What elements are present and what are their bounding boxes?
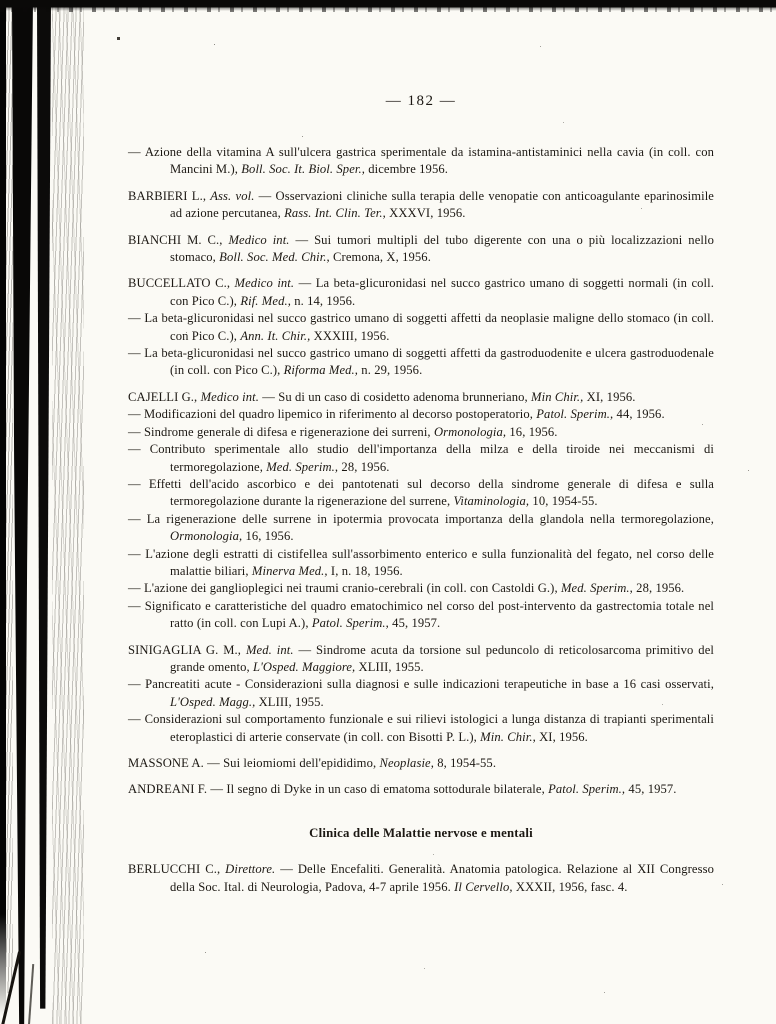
journal-title-italic: Min. Chir., [480,729,536,744]
entry-text: 44, 1956. [613,407,665,422]
entry-text: 45, 1957. [625,782,677,797]
bibliography-entry [128,144,714,179]
journal-title-italic: Medico int. [200,389,260,404]
journal-title-italic: Rass. Int. Clin. Ter., [284,206,386,221]
journal-title-italic: L'Osped. Magg., [170,694,256,709]
journal-title-italic: Minerva Med., [251,563,328,578]
bibliography-entry [128,389,714,406]
entry-text: XLIII, 1955. [255,694,324,709]
entry-text: Cremona, X, 1956. [329,250,431,265]
entry-text: — Sindrome acuta da torsione sul peduncolo di reticolosarcoma primitivo del grande omento, [170,642,714,674]
journal-title-italic: Rif. Med., [240,293,291,308]
entry-text: XI, 1956. [583,389,636,404]
bibliography-entry [128,406,714,423]
entry-text: 10, 1954-55. [529,494,598,509]
entry-text: — Contributo sperimentale allo studio dell'importanza della milza e della tiroide nei meccanismi di termoregolazione, [128,442,714,474]
bibliography-entry [128,755,714,772]
journal-title-italic: Ann. It. Chir., [240,328,311,343]
entry-text: — La beta-glicuronidasi nel succo gastrico umano di soggetti affetti da gastroduodenite e ulcera gastroduodenale (in coll. con Pico C.), [128,346,714,378]
entry-text: 16, 1956. [242,529,294,544]
entry-text: XXXII, 1956, fasc. 4. [512,879,628,894]
bibliography-entry [128,781,714,798]
bibliography-entry [128,310,714,345]
entry-text: BARBIERI L., [128,188,211,203]
journal-title-italic: L'Osped. Maggiore, [252,659,356,674]
binding-shadow-bar [12,0,33,1024]
bibliography-entry [128,711,714,746]
page-curl-line [28,964,34,1024]
entry-text: — Significato e caratteristiche del quadro ematochimico nel corso del post-intervento da gastrectomia totale nel ratto (in coll. con Lupi A.), [128,598,714,631]
entry-text: BERLUCCHI C., [128,862,226,877]
journal-title-italic: Il Cervello, [454,879,513,894]
entry-text: 16, 1956. [506,424,558,439]
journal-title-italic: Patol. Sperim., [548,782,626,797]
journal-title-italic: Ass. vol. [210,188,255,203]
journal-title-italic: Medico int. [228,232,290,247]
bibliography-entry [128,441,714,476]
journal-title-italic: Med. Sperim., [560,581,633,596]
journal-title-italic: Medico int. [234,276,295,291]
entry-text: — Sui tumori multipli del tubo digerente con una o più localizzazioni nello stomaco, [170,232,714,265]
binding-shadow-bar [37,0,51,1009]
entry-text: XXXVI, 1956. [385,206,466,221]
journal-title-italic: Min Chir., [531,389,584,404]
entry-text: XLIII, 1955. [355,659,424,674]
entry-text: — Azione della vitamina A sull'ulcera gastrica sperimentale da istamina-antistaminici nella cavia (in coll. con Mancini M.), [128,145,714,177]
entry-text: SINIGAGLIA G. M., [128,642,246,657]
entry-text: n. 29, 1956. [358,363,423,378]
bibliography-entry [128,546,714,581]
page-content [128,0,714,896]
entry-text: — Pancreatiti acute - Considerazioni sulla diagnosi e sulle indicazioni terapeutiche in base a 16 casi osservati, [128,677,714,692]
entry-text: — Osservazioni cliniche sulla terapia delle venopatie con anticoagulante eparinosimile ad azione percutanea, [170,188,714,221]
bibliography-entry [128,676,714,711]
binding-grain [6,0,13,993]
entry-text: — Su di un caso di cosidetto adenoma brunneriano, [259,389,531,404]
entry-text: — Modificazioni del quadro lipemico in riferimento al decorso postoperatorio, [128,407,537,422]
entry-text: — Effetti dell'acido ascorbico e dei pantotenati sul decorso della sindrome generale di difesa e sulla termoregolazione durante la rigenerazione del surrene, [128,476,714,509]
entry-text: — L'azione degli estratti di cistifellea sull'assorbimento enterico e sulla funzionalità del fegato, nel corso delle malattie biliari, [128,546,714,578]
bibliography-entry [128,598,714,633]
entry-text: BIANCHI M. C., [128,232,229,247]
bibliography-list [128,144,714,896]
page-number: — 182 — [385,93,457,109]
entry-text: MASSONE A. — Sui leiomiomi dell'epididimo, [128,756,380,770]
entry-text: — Sindrome generale di difesa e rigenerazione dei surreni, [128,424,434,439]
entry-text: 28, 1956. [338,459,390,474]
entry-text: I, n. 18, 1956. [327,563,403,578]
journal-title-italic: Neoplasie, [379,756,434,770]
entry-text: — Delle Encefaliti. Generalità. Anatomia patologica. Relazione al XII Congresso della Soc. Ital. di Neurologia, Padova, 4-7 aprile 1956. [170,862,714,894]
bibliography-entry [128,232,714,267]
section-heading: Clinica delle Malattie nervose e mentali [309,825,533,840]
entry-text: — La beta-glicuronidasi nel succo gastrico umano di soggetti normali (in coll. con Pico C.), [170,276,714,308]
bibliography-entry [128,188,714,223]
entry-text: XXXIII, 1956. [310,328,390,343]
journal-title-italic: Boll. Soc. Med. Chir., [219,250,330,265]
book-binding-gutter [0,0,96,1024]
entry-text: — Considerazioni sul comportamento funzionale e sui rilievi istologici a lunga distanza di trapianti sperimentali eteroplastici di arterie conservate (in coll. con Bisotti P. L.), [128,712,714,744]
entry-text: BUCCELLATO C., [128,276,235,291]
bibliography-entry [128,275,714,310]
entry-text: XI, 1956. [535,729,588,744]
entry-text: — La rigenerazione delle surrene in ipotermia provocata importanza della glandola nella termoregolazione, [128,511,714,526]
journal-title-italic: Med. Sperim., [266,459,339,474]
entry-text: 45, 1957. [388,616,441,631]
scan-top-edge-artifact [0,0,776,11]
bibliography-entry [128,345,714,380]
bibliography-entry [128,642,714,677]
journal-title-italic: Direttore. [225,862,276,877]
bibliography-entry [128,511,714,546]
entry-text: CAJELLI G., [128,389,201,404]
entry-text: 8, 1954-55. [434,756,497,770]
journal-title-italic: Vitaminologia, [453,494,530,509]
entry-text: — La beta-glicuronidasi nel succo gastrico umano di soggetti affetti da neoplasie maligne dello stomaco (in coll. con Pico C.), [128,311,714,343]
entry-text: ANDREANI F. — Il segno di Dyke in un caso di ematoma sottodurale bilaterale, [128,782,549,797]
bibliography-entry [128,424,714,441]
journal-title-italic: Riforma Med., [283,363,359,378]
journal-title-italic: Ormonologia, [170,529,243,544]
entry-text: 28, 1956. [632,581,685,596]
bibliography-entry [128,861,714,896]
entry-text: — L'azione dei ganglioplegici nei traumi cranio-cerebrali (in coll. con Castoldi G.), [128,581,561,596]
binding-streaks [52,0,84,1024]
journal-title-italic: Patol. Sperim., [311,616,389,631]
bibliography-entry [128,476,714,511]
journal-title-italic: Med. int. [245,642,294,657]
journal-title-italic: Patol. Sperim., [536,407,614,422]
entry-text: dicembre 1956. [365,162,448,177]
bibliography-entry [128,580,714,597]
entry-text: n. 14, 1956. [290,293,356,308]
journal-title-italic: Boll. Soc. It. Biol. Sper., [241,162,365,177]
journal-title-italic: Ormonologia, [433,424,507,439]
